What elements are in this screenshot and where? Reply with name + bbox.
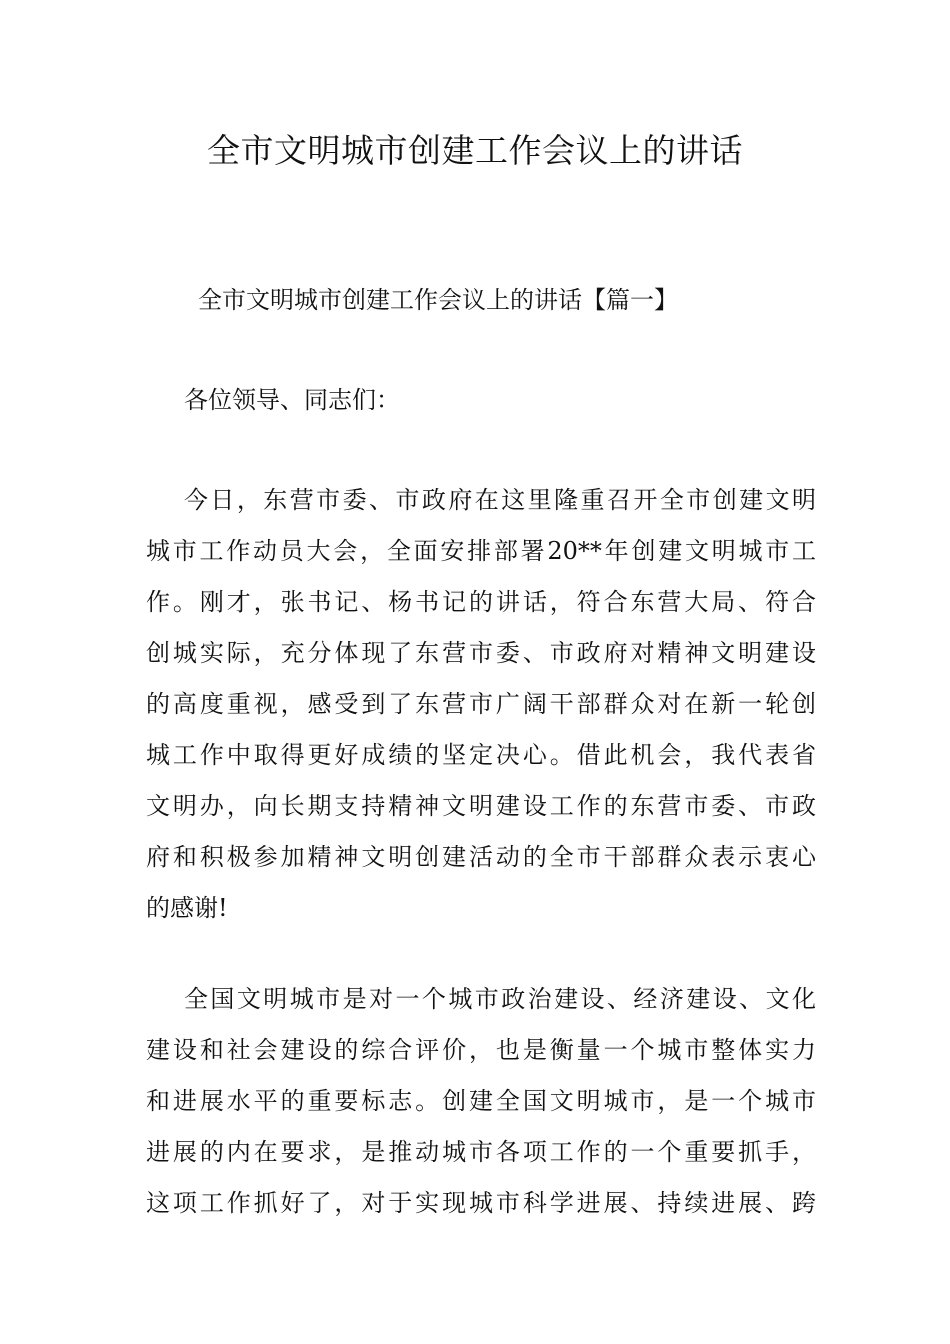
paragraph-line: 今日，东营市委、市政府在这里隆重召开全市创建文明 (184, 486, 816, 514)
paragraph-line: 进展的内在要求，是推动城市各项工作的一个重要抓手， (146, 1138, 816, 1166)
salutation: 各位领导、同志们： (184, 386, 400, 414)
paragraph-line: 府和积极参加精神文明创建活动的全市干部群众表示衷心 (146, 843, 816, 871)
paragraph-line: 建设和社会建设的综合评价，也是衡量一个城市整体实力 (146, 1036, 816, 1064)
paragraph-line: 这项工作抓好了，对于实现城市科学进展、持续进展、跨 (146, 1189, 816, 1217)
body-paragraph-2 (146, 981, 816, 1236)
paragraph-line: 作。刚才，张书记、杨书记的讲话，符合东营大局、符合 (146, 588, 816, 616)
paragraph-line: 的感谢! (146, 894, 228, 922)
paragraph-line: 城工作中取得更好成绩的坚定决心。借此机会，我代表省 (146, 741, 816, 769)
paragraph-line: 的高度重视，感受到了东营市广阔干部群众对在新一轮创 (146, 690, 816, 718)
paragraph-line: 全国文明城市是对一个城市政治建设、经济建设、文化 (184, 985, 816, 1013)
paragraph-line: 文明办，向长期支持精神文明建设工作的东营市委、市政 (146, 792, 816, 820)
paragraph-line: 创城实际，充分体现了东营市委、市政府对精神文明建设 (146, 639, 816, 667)
paragraph-line: 城市工作动员大会，全面安排部署20**年创建文明城市工 (146, 537, 816, 565)
paragraph-line: 和进展水平的重要标志。创建全国文明城市，是一个城市 (146, 1087, 816, 1115)
body-paragraph-1 (146, 482, 816, 941)
document-title: 全市文明城市创建工作会议上的讲话 (207, 131, 743, 170)
section-heading: 全市文明城市创建工作会议上的讲话【篇一】 (198, 286, 678, 314)
